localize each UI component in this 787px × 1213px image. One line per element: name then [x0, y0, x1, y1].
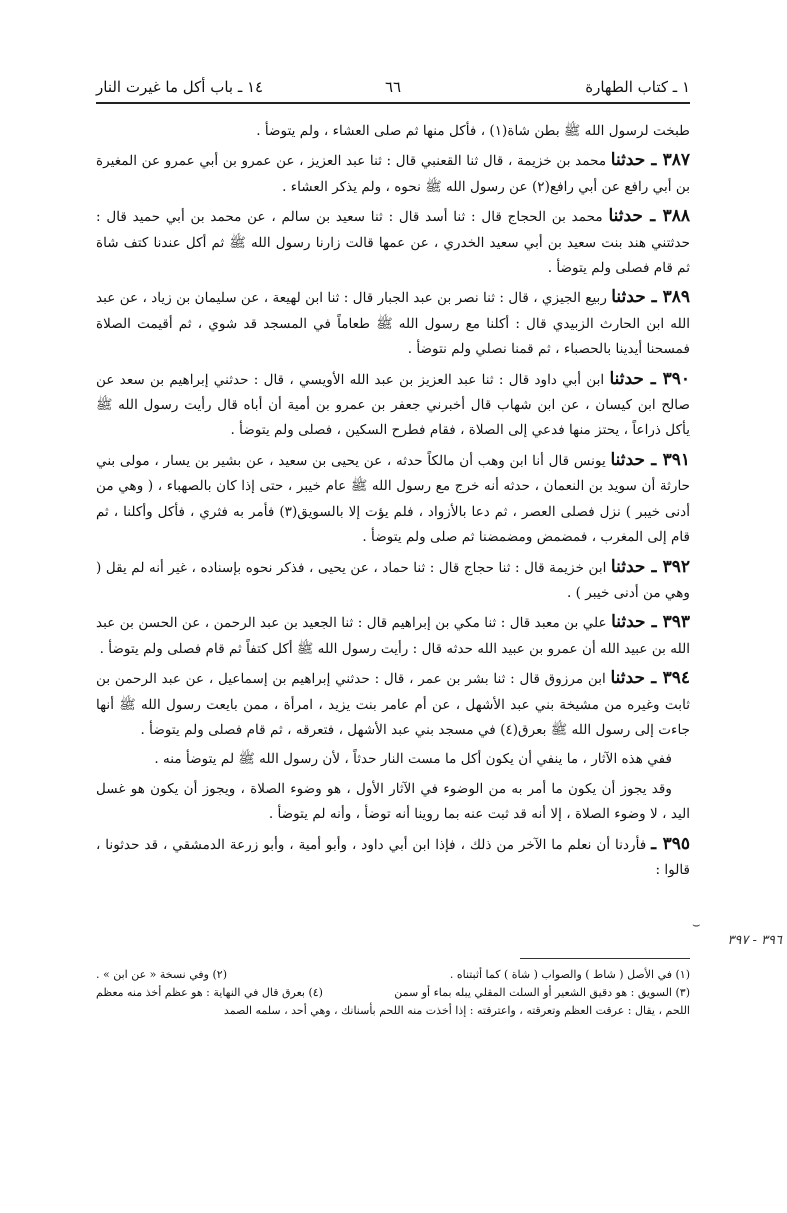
page-number: ٦٦ — [384, 78, 402, 96]
hadith-text: ربيع الجيزي ، قال : ثنا نصر بن عبد الجبار قال : ثنا ابن لهيعة ، عن سليمان بن زياد ، عن عبد الله ابن الحارث الزبيدي قال : أكلنا مع رسول الله ﷺ طعاماً في المسجد قد شوي ، ثم أقيمت الصلاة فمسحنا أيدينا بالحصباء ، ثم قمنا نصلي ولم نتوضأ . — [96, 290, 690, 358]
commentary-paragraph — [96, 747, 690, 772]
page-header — [96, 74, 690, 100]
hadith-text: فأردنا أن نعلم ما الآخر من ذلك ، فإذا ابن أبي داود ، وأبو أمية ، وأبو زرعة الدمشقي ، قد حدثونا ، قالوا : — [96, 836, 690, 878]
footnotes — [96, 966, 690, 1020]
hadith-number: ٣٩١ ـ حدثنا — [610, 449, 690, 470]
commentary-text: وقد يجوز أن يكون ما أمر به من الوضوء في الآثار الأول ، هو وضوء الصلاة ، ويجوز أن يكون هو غسل اليد ، لا وضوء الصلاة ، إلا أنه قد ثبت عنه بما روينا أنه توضأ ، وأنه لم يتوضأ . — [96, 780, 690, 823]
handwritten-margin-note — [692, 918, 782, 948]
footnote-4: (٤) بعرق قال في النهاية : هو عظم أخذ منه معظم — [96, 986, 323, 999]
hadith-number: ٣٩٥ ـ — [651, 833, 690, 854]
footnote-1: (١) في الأصل ( شاط ) والصواب ( شاة ) كما أثبتناه . — [449, 968, 690, 981]
chapter-title: ١ ـ كتاب الطهارة — [585, 78, 690, 96]
hadith-number: ٣٩٣ ـ حدثنا — [611, 612, 690, 633]
hadith-number: ٣٩٤ ـ حدثنا — [610, 668, 690, 689]
footnote-row — [96, 966, 690, 984]
footnote-continuation: اللحم ، يقال : عرقت العظم وتعرقته ، واعترقته : إذا أخذت منه اللحم بأسنانك ، وهي أحد ، سلمه الصمد — [223, 1004, 690, 1017]
commentary-text: ففي هذه الآثار ، ما ينفي أن يكون أكل ما مست النار حدثاً ، لأن رسول الله ﷺ لم يتوضأ منه . — [154, 751, 672, 768]
footnote-divider — [520, 958, 690, 959]
margin-squiggle-icon: ⌣ — [692, 918, 701, 933]
hadith-paragraph — [96, 610, 690, 662]
hadith-paragraph — [96, 367, 690, 444]
hadith-number: ٣٩٠ ـ حدثنا — [609, 368, 690, 389]
hadith-text: ابن خزيمة قال : ثنا حجاج قال : ثنا حماد ، عن يحيى ، فذكر نحوه بإسناده ، غير أنه لم يقل ( وهي من أدنى خيبر ) . — [96, 559, 690, 601]
hadith-paragraph — [96, 448, 690, 551]
hadith-text: محمد بن الحجاج قال : ثنا أسد قال : ثنا سعيد بن سالم ، عن محمد بن أبي حميد قال : حدثتني هند بنت سعيد بن أبي سعيد الخدري ، عن عمها قالت زارنا رسول الله ﷺ ثم أكل عندنا كتف شاة ثم قام فصلى ولم يتوضأ . — [96, 209, 690, 277]
margin-note-text: ٣٩٦ - ٣٩٧ — [727, 933, 782, 948]
hadith-text: يونس قال أنا ابن وهب أن مالكاً حدثه ، عن يحيى بن سعيد ، عن بشير بن يسار ، مولى بني حارثة أن سويد بن النعمان ، حدثه أنه خرج مع رسول الله ﷺ عام خيبر ، حتى إذا كان بالصهباء ، ( وهي من أدنى خيبر ) نزل فصلى العصر ، ثم دعا بالأزواد ، فلم يؤت إلا بالسويق(٣) فأمر به فثري ، فأكل وأكلنا ، ثم قام إلى المغرب ، فمضمض ومضمضنا ثم صلى ولم يتوضأ . — [96, 452, 690, 546]
hadith-paragraph — [96, 148, 690, 200]
hadith-paragraph — [96, 118, 690, 144]
header-divider — [96, 102, 690, 104]
hadith-text: علي بن معبد قال : ثنا مكي بن إبراهيم قال : ثنا الجعيد بن عبد الرحمن ، عن الحسن بن عبد الله بن عبيد الله أن عمرو بن عبيد الله حدثه قال : رأيت رسول الله ﷺ أكل كتفاً ثم قام فصلى ولم يتوضأ . — [96, 615, 690, 657]
footnote-row — [96, 984, 690, 1002]
section-title: ١٤ ـ باب أكل ما غيرت النار — [96, 78, 264, 96]
hadith-paragraph — [96, 204, 690, 281]
hadith-paragraph — [96, 555, 690, 607]
hadith-paragraph — [96, 666, 690, 743]
hadith-number: ٣٩٢ ـ حدثنا — [610, 556, 690, 577]
hadith-text: محمد بن خزيمة ، قال ثنا القعنبي قال : ثنا عبد العزيز ، عن عمرو بن أبي عمرو عن المغيرة بن أبي رافع عن أبي رافع(٢) عن رسول الله ﷺ نحوه ، ولم يذكر العشاء . — [96, 153, 690, 195]
footnote-3: (٣) السويق : هو دقيق الشعير أو السلت المقلي يبله بماء أو سمن — [394, 986, 690, 999]
hadith-text: ابن مرزوق قال : ثنا بشر بن عمر ، قال : حدثني إبراهيم بن إسماعيل ، عن عبد الرحمن بن ثابت وغيره من مشيخة بني عبد الأشهل ، عن أم عامر بنت يزيد ، امرأة ، ممن بايعت رسول الله ﷺ أنها جاءت إلى رسول الله ﷺ بعرق(٤) في مسجد بني عبد الأشهل ، فتعرقه ، ثم قام فصلى ولم يتوضأ . — [96, 671, 690, 738]
hadith-text: ابن أبي داود قال : ثنا عبد العزيز بن عبد الله الأويسي ، قال : حدثني إبراهيم بن سعد عن صالح ابن كيسان ، عن ابن شهاب قال أخبرني جعفر بن عمرو بن أمية أن أباه قال رأيت رسول الله ﷺ يأكل ذراعاً ، يحتز منها فدعي إلى الصلاة ، فقام فطرح السكين ، فصلى ولم يتوضأ . — [96, 371, 690, 439]
commentary-paragraph — [96, 777, 690, 828]
hadith-paragraph — [96, 832, 690, 884]
main-text — [96, 118, 690, 887]
hadith-paragraph — [96, 285, 690, 362]
hadith-number: ٣٨٩ ـ حدثنا — [611, 287, 690, 308]
hadith-text: طبخت لرسول الله ﷺ بطن شاة(١) ، فأكل منها ثم صلى العشاء ، ولم يتوضأ . — [256, 123, 690, 139]
hadith-number: ٣٨٨ ـ حدثنا — [608, 206, 690, 227]
footnote-2: (٢) وفي نسخة « عن ابن » . — [96, 968, 227, 981]
hadith-number: ٣٨٧ ـ حدثنا — [610, 150, 690, 171]
